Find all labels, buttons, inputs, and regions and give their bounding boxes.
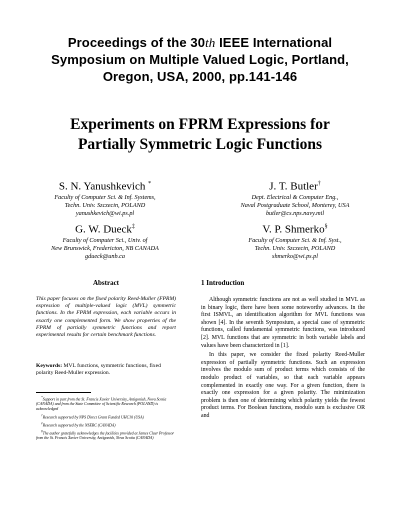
author-butler: J. T. Butler† Dept. Electrical & Computer Eng., Naval Postgraduate School, Monterey, USA butler@cs.nps.navy.mil [240, 180, 350, 217]
proceedings-line-3: Oregon, USA, 2000, pp.141-146 [102, 69, 298, 84]
intro-paragraph-1: Although symmetric functions are not as well studied in MVL as in binary logic, there have been some noteworthy advances. In the first ISMVL, an identification algorithm for MVL functions was shown [4]. In the seventh Symposium, a special case of symmetric functions, called fundamental symmetric functions, was introduced [2]. MVL functions that are symmetric in both variable labels and values have been characterized in [1]. [201, 297, 365, 349]
paper-title: Experiments on FPRM Expressions for Partially Symmetric Logic Functions [70, 116, 330, 153]
abstract-heading: Abstract [92, 279, 120, 287]
proceedings-header [20, 34, 380, 85]
footnote-1: *Support in part from the St. Francis Xavier University, Antigonish, Nova Scotia (CANADA) and from the State Committee of Scientific Research (POLAND) is acknowledged [36, 395, 167, 412]
author-yanushkevich: S. N. Yanushkevich * Faculty of Computer Sci. & Inf. Systems, Techn. Univ. Szczecin, POLAND yanushkevich@wi.ps.pl [54, 180, 156, 217]
proceedings-line-1: Proceedings of the 30th IEEE International [67, 35, 333, 50]
keywords: Keywords: MVL functions, symmetric functions, fixed polarity Reed-Muller expression. [36, 363, 161, 377]
intro-text [201, 297, 365, 423]
footnote-4: §The author gratefully acknowledges the facilities provided at James Claer Professor from the St. Francis Xavier University, Antigonish, Nova Scotia (CANADA) [36, 428, 175, 440]
intro-heading: 1 Introduction [201, 279, 245, 287]
abstract-text: This paper focuses on the fixed polarity Reed-Muller (FPRM) expression of multiple-valued logic (MVL) symmetric functions. In the FPRM expression, each variable occurs in exactly one complemented form. We show properties of the FPRM of partially symmetric functions and report experimental results for certain benchmark functions. [36, 296, 176, 339]
author-shmerko: V. P. Shmerko§ Faculty of Computer Sci. & Inf. Syst., Techn. Univ. Szczecin, POLAND shmerko@wi.ps.pl [248, 223, 342, 260]
footnote-rule [36, 392, 91, 393]
footnote-3: ‡Research supported by the NSERC (CANADA) [41, 420, 116, 428]
proceedings-line-2: Symposium on Multiple Valued Logic, Portland, [51, 52, 349, 67]
intro-paragraph-2: In this paper, we consider the fixed polarity Reed-Muller expression of partially symmetric functions. Such an expression involves the modulo sum of product terms which consists of the modulo product of variables, so that each variable appears complemented in exactly one way. For a given function, there is exactly one expression for a given polarity. The minimization problem is then one of determining which polarity yields the fewest product terms. For Boolean functions, modulo sum is exclusive OR and [201, 352, 365, 419]
footnotes [36, 395, 180, 442]
footnote-2: †Research supported by NPS Direct Grant Funded UHC10 (USA) [41, 412, 144, 420]
author-dueck: G. W. Dueck‡ Faculty of Computer Sci., Univ. of New Brunswick, Fredericton, NB CANADA gdueck@unb.ca [51, 223, 159, 260]
